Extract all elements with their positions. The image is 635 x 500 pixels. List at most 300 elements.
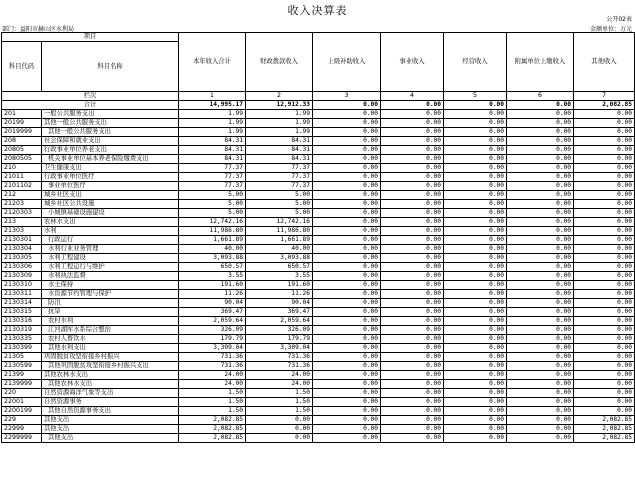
amount-cell: 0.00 — [574, 218, 635, 227]
table-row — [2, 335, 635, 344]
amount-cell: 0.00 — [313, 119, 381, 128]
col-header-superior-subsidy: 上级补助收入 — [313, 33, 381, 92]
amount-cell: 11,986.80 — [246, 227, 313, 236]
amount-cell: 3,309.04 — [246, 344, 313, 353]
subject-name: 水资源节约管理与保护 — [42, 290, 179, 299]
seq-number: 5 — [444, 92, 507, 101]
amount-cell: 3.55 — [246, 272, 313, 281]
amount-cell: 0.00 — [574, 371, 635, 380]
amount-cell: 0.00 — [444, 218, 507, 227]
subject-name: 社会保障和就业支出 — [42, 137, 179, 146]
subject-name: 其他农林水支出 — [42, 380, 179, 389]
amount-cell: 0.00 — [507, 218, 574, 227]
amount-cell: 0.00 — [444, 173, 507, 182]
amount-cell: 0.00 — [381, 146, 444, 155]
total-value: 14,995.17 — [179, 101, 246, 110]
amount-cell: 0.00 — [444, 155, 507, 164]
seq-number: 4 — [381, 92, 444, 101]
table-row — [2, 380, 635, 389]
subject-code: 21303 — [2, 227, 42, 236]
table-row — [2, 173, 635, 182]
amount-cell: 3,309.04 — [179, 344, 246, 353]
amount-cell: 0.00 — [574, 236, 635, 245]
table-row — [2, 326, 635, 335]
amount-cell: 1.99 — [179, 119, 246, 128]
amount-cell: 2,082.85 — [574, 416, 635, 425]
amount-cell: 0.00 — [444, 119, 507, 128]
total-value: 2,082.85 — [574, 101, 635, 110]
amount-cell: 0.00 — [313, 308, 381, 317]
project-header: 项目 — [2, 33, 179, 42]
subject-code: 2130310 — [2, 281, 42, 290]
col-header-code: 科目代码 — [2, 42, 42, 92]
amount-cell: 731.36 — [179, 353, 246, 362]
table-row — [2, 344, 635, 353]
amount-cell: 0.00 — [507, 164, 574, 173]
income-table — [1, 32, 635, 443]
amount-cell: 0.00 — [574, 191, 635, 200]
subject-code: 2101102 — [2, 182, 42, 191]
subject-name: 水利工程建设 — [42, 254, 179, 263]
amount-cell: 90.04 — [179, 299, 246, 308]
report-title: 收入决算表 — [287, 4, 348, 17]
amount-cell: 77.37 — [179, 164, 246, 173]
amount-cell: 1,661.89 — [246, 236, 313, 245]
amount-cell: 0.00 — [313, 200, 381, 209]
amount-cell: 0.00 — [313, 110, 381, 119]
amount-cell: 1.50 — [179, 398, 246, 407]
amount-cell: 0.00 — [507, 344, 574, 353]
subject-name: 江河湖库水系综合整治 — [42, 326, 179, 335]
amount-cell: 1.50 — [246, 407, 313, 416]
amount-cell: 0.00 — [444, 146, 507, 155]
amount-cell: 0.00 — [313, 362, 381, 371]
amount-cell: 191.60 — [246, 281, 313, 290]
subject-code: 2200199 — [2, 407, 42, 416]
amount-cell: 0.00 — [574, 272, 635, 281]
amount-cell: 0.00 — [574, 164, 635, 173]
amount-cell: 0.00 — [313, 281, 381, 290]
amount-cell: 0.00 — [507, 398, 574, 407]
table-row — [2, 227, 635, 236]
amount-cell: 0.00 — [313, 245, 381, 254]
amount-cell: 84.31 — [246, 137, 313, 146]
subject-code: 2299999 — [2, 434, 42, 443]
amount-cell: 5.00 — [179, 191, 246, 200]
amount-cell: 0.00 — [507, 254, 574, 263]
amount-cell: 0.00 — [574, 317, 635, 326]
amount-cell: 0.00 — [313, 425, 381, 434]
amount-cell: 0.00 — [381, 200, 444, 209]
table-row — [2, 398, 635, 407]
amount-cell: 0.00 — [444, 326, 507, 335]
amount-cell: 0.00 — [313, 380, 381, 389]
subject-code: 220 — [2, 389, 42, 398]
amount-cell: 12,742.16 — [246, 218, 313, 227]
subject-name: 自然资源事务 — [42, 398, 179, 407]
amount-cell: 0.00 — [507, 281, 574, 290]
amount-cell: 0.00 — [381, 353, 444, 362]
amount-cell: 0.00 — [313, 416, 381, 425]
amount-cell: 326.09 — [246, 326, 313, 335]
amount-cell: 0.00 — [507, 389, 574, 398]
table-row — [2, 281, 635, 290]
subject-code: 2130319 — [2, 326, 42, 335]
amount-cell: 0.00 — [313, 155, 381, 164]
amount-cell: 0.00 — [444, 263, 507, 272]
amount-cell: 0.00 — [574, 407, 635, 416]
subject-code: 20805 — [2, 146, 42, 155]
amount-cell: 40.00 — [179, 245, 246, 254]
amount-cell: 0.00 — [381, 263, 444, 272]
amount-cell: 0.00 — [574, 173, 635, 182]
amount-cell: 0.00 — [381, 227, 444, 236]
amount-cell: 1.50 — [246, 389, 313, 398]
subject-code: 2130399 — [2, 344, 42, 353]
amount-cell: 0.00 — [574, 380, 635, 389]
amount-cell: 179.79 — [246, 335, 313, 344]
seq-number: 2 — [246, 92, 313, 101]
amount-cell: 1.50 — [246, 398, 313, 407]
amount-cell: 0.00 — [381, 245, 444, 254]
subject-name: 水利行业业务管理 — [42, 245, 179, 254]
amount-cell: 0.00 — [507, 371, 574, 380]
amount-cell: 0.00 — [444, 335, 507, 344]
total-row — [2, 101, 635, 110]
subject-name: 巩固脱贫攻坚衔接乡村振兴 — [42, 353, 179, 362]
subject-name: 事业单位医疗 — [42, 182, 179, 191]
amount-cell: 0.00 — [381, 344, 444, 353]
amount-cell: 11,986.80 — [179, 227, 246, 236]
amount-cell: 24.00 — [179, 380, 246, 389]
subject-code: 2130309 — [2, 272, 42, 281]
subject-code: 20199 — [2, 119, 42, 128]
table-row — [2, 389, 635, 398]
amount-cell: 0.00 — [313, 407, 381, 416]
amount-cell: 3,093.88 — [246, 254, 313, 263]
amount-cell: 0.00 — [313, 326, 381, 335]
amount-cell: 2,082.85 — [179, 425, 246, 434]
amount-cell: 1.99 — [179, 128, 246, 137]
amount-cell: 0.00 — [313, 227, 381, 236]
amount-cell: 0.00 — [381, 137, 444, 146]
amount-cell: 1.50 — [179, 389, 246, 398]
subject-code: 22999 — [2, 425, 42, 434]
amount-cell: 2,059.64 — [246, 317, 313, 326]
amount-cell: 0.00 — [313, 299, 381, 308]
subject-name: 其他农林水支出 — [42, 371, 179, 380]
subject-name: 水利 — [42, 227, 179, 236]
amount-cell: 1.99 — [246, 128, 313, 137]
amount-cell: 0.00 — [381, 425, 444, 434]
amount-cell: 0.00 — [574, 119, 635, 128]
amount-cell: 0.00 — [444, 380, 507, 389]
subject-code: 2130305 — [2, 254, 42, 263]
amount-cell: 0.00 — [507, 272, 574, 281]
subject-name: 一般公共服务支出 — [42, 110, 179, 119]
amount-cell: 0.00 — [507, 182, 574, 191]
department-label: 部门：益阳市赫山区水利局 — [2, 26, 75, 33]
unit-label: 金额单位：万元 — [589, 26, 632, 33]
amount-cell: 0.00 — [381, 272, 444, 281]
amount-cell: 5.00 — [246, 191, 313, 200]
amount-cell: 0.00 — [507, 326, 574, 335]
amount-cell: 2,082.85 — [179, 434, 246, 443]
amount-cell: 0.00 — [444, 236, 507, 245]
seq-label: 栏次 — [2, 92, 179, 101]
subject-name: 行政事业单位医疗 — [42, 173, 179, 182]
amount-cell: 0.00 — [507, 137, 574, 146]
subject-code: 21399 — [2, 371, 42, 380]
table-row — [2, 245, 635, 254]
amount-cell: 0.00 — [246, 416, 313, 425]
amount-cell: 0.00 — [381, 416, 444, 425]
amount-cell: 24.00 — [246, 380, 313, 389]
amount-cell: 11.26 — [246, 290, 313, 299]
amount-cell: 0.00 — [381, 254, 444, 263]
table-body — [2, 101, 635, 443]
amount-cell: 0.00 — [313, 128, 381, 137]
amount-cell: 0.00 — [574, 335, 635, 344]
subject-name: 其他一般公共服务支出 — [42, 119, 179, 128]
total-value: 12,912.33 — [246, 101, 313, 110]
table-row — [2, 371, 635, 380]
subject-code: 2080505 — [2, 155, 42, 164]
subject-name: 其他支出 — [42, 434, 179, 443]
amount-cell: 0.00 — [381, 191, 444, 200]
amount-cell: 0.00 — [381, 308, 444, 317]
subject-code: 2130335 — [2, 335, 42, 344]
amount-cell: 0.00 — [507, 245, 574, 254]
subject-name: 其他支出 — [42, 425, 179, 434]
subject-code: 229 — [2, 416, 42, 425]
amount-cell: 0.00 — [574, 200, 635, 209]
amount-cell: 3.55 — [179, 272, 246, 281]
amount-cell: 0.00 — [246, 425, 313, 434]
subject-code: 2139999 — [2, 380, 42, 389]
col-header-other: 其他收入 — [574, 33, 635, 92]
amount-cell: 0.00 — [381, 128, 444, 137]
subject-name: 其他自然资源事务支出 — [42, 407, 179, 416]
amount-cell: 0.00 — [381, 173, 444, 182]
amount-cell: 5.00 — [246, 200, 313, 209]
amount-cell: 0.00 — [381, 317, 444, 326]
amount-cell: 0.00 — [444, 371, 507, 380]
subject-name: 自然资源海洋气象等支出 — [42, 389, 179, 398]
subject-code: 22001 — [2, 398, 42, 407]
amount-cell: 0.00 — [381, 164, 444, 173]
total-value: 0.00 — [444, 101, 507, 110]
table-row — [2, 362, 635, 371]
subject-name: 农村水利 — [42, 317, 179, 326]
amount-cell: 0.00 — [574, 362, 635, 371]
amount-cell: 0.00 — [246, 434, 313, 443]
amount-cell: 2,082.85 — [179, 416, 246, 425]
amount-cell: 0.00 — [507, 263, 574, 272]
amount-cell: 0.00 — [313, 236, 381, 245]
subject-code: 208 — [2, 137, 42, 146]
table-row — [2, 218, 635, 227]
subject-name: 行政事业单位养老支出 — [42, 146, 179, 155]
amount-cell: 0.00 — [313, 434, 381, 443]
subject-name: 其他支出 — [42, 416, 179, 425]
amount-cell: 84.31 — [179, 137, 246, 146]
amount-cell: 0.00 — [313, 290, 381, 299]
amount-cell: 731.36 — [246, 353, 313, 362]
amount-cell: 0.00 — [574, 353, 635, 362]
amount-cell: 0.00 — [507, 425, 574, 434]
amount-cell: 84.31 — [179, 155, 246, 164]
amount-cell: 0.00 — [313, 137, 381, 146]
amount-cell: 0.00 — [444, 245, 507, 254]
amount-cell: 0.00 — [444, 182, 507, 191]
amount-cell: 0.00 — [507, 317, 574, 326]
amount-cell: 0.00 — [313, 272, 381, 281]
seq-number: 7 — [574, 92, 635, 101]
amount-cell: 0.00 — [507, 407, 574, 416]
amount-cell: 369.47 — [246, 308, 313, 317]
amount-cell: 191.60 — [179, 281, 246, 290]
amount-cell: 0.00 — [574, 146, 635, 155]
seq-number: 1 — [179, 92, 246, 101]
amount-cell: 0.00 — [313, 182, 381, 191]
table-row — [2, 182, 635, 191]
amount-cell: 77.37 — [179, 182, 246, 191]
amount-cell: 0.00 — [574, 182, 635, 191]
amount-cell: 0.00 — [507, 290, 574, 299]
amount-cell: 24.00 — [246, 371, 313, 380]
amount-cell: 0.00 — [381, 371, 444, 380]
amount-cell: 40.00 — [246, 245, 313, 254]
amount-cell: 0.00 — [381, 119, 444, 128]
amount-cell: 0.00 — [507, 299, 574, 308]
amount-cell: 1.99 — [246, 119, 313, 128]
amount-cell: 0.00 — [313, 389, 381, 398]
subject-code: 21305 — [2, 353, 42, 362]
amount-cell: 77.37 — [246, 182, 313, 191]
subject-code: 210 — [2, 164, 42, 173]
amount-cell: 0.00 — [381, 290, 444, 299]
subject-code: 201 — [2, 110, 42, 119]
amount-cell: 0.00 — [444, 200, 507, 209]
amount-cell: 0.00 — [574, 389, 635, 398]
amount-cell: 0.00 — [381, 218, 444, 227]
subject-name: 农村人畜饮水 — [42, 335, 179, 344]
amount-cell: 0.00 — [444, 425, 507, 434]
subject-code: 21011 — [2, 173, 42, 182]
amount-cell: 0.00 — [381, 110, 444, 119]
amount-cell: 0.00 — [313, 335, 381, 344]
col-header-name: 科目名称 — [42, 42, 179, 92]
subject-code: 21203 — [2, 200, 42, 209]
seq-number: 6 — [507, 92, 574, 101]
amount-cell: 0.00 — [444, 191, 507, 200]
amount-cell: 0.00 — [381, 281, 444, 290]
amount-cell: 0.00 — [574, 344, 635, 353]
amount-cell: 0.00 — [444, 110, 507, 119]
amount-cell: 0.00 — [444, 344, 507, 353]
amount-cell: 0.00 — [507, 173, 574, 182]
table-row — [2, 128, 635, 137]
total-label: 合计 — [2, 101, 179, 110]
amount-cell: 2,082.85 — [574, 434, 635, 443]
amount-cell: 0.00 — [574, 326, 635, 335]
amount-cell: 0.00 — [381, 209, 444, 218]
amount-cell: 0.00 — [313, 263, 381, 272]
col-header-total: 本年收入合计 — [179, 33, 246, 92]
table-row — [2, 191, 635, 200]
amount-cell: 326.09 — [179, 326, 246, 335]
amount-cell: 0.00 — [444, 416, 507, 425]
table-row — [2, 299, 635, 308]
amount-cell: 0.00 — [313, 173, 381, 182]
amount-cell: 24.00 — [179, 371, 246, 380]
amount-cell: 0.00 — [381, 407, 444, 416]
amount-cell: 0.00 — [313, 344, 381, 353]
amount-cell: 0.00 — [507, 146, 574, 155]
amount-cell: 0.00 — [313, 317, 381, 326]
subject-name: 其他一般公共服务支出 — [42, 128, 179, 137]
amount-cell: 0.00 — [574, 110, 635, 119]
subject-name: 小城镇基础设施建设 — [42, 209, 179, 218]
amount-cell: 179.79 — [179, 335, 246, 344]
amount-cell: 0.00 — [444, 128, 507, 137]
amount-cell: 1.99 — [179, 110, 246, 119]
amount-cell: 0.00 — [444, 299, 507, 308]
table-row — [2, 290, 635, 299]
total-value: 0.00 — [313, 101, 381, 110]
amount-cell: 0.00 — [507, 335, 574, 344]
table-row — [2, 308, 635, 317]
amount-cell: 0.00 — [313, 146, 381, 155]
amount-cell: 0.00 — [574, 254, 635, 263]
table-row — [2, 434, 635, 443]
amount-cell: 0.00 — [574, 128, 635, 137]
amount-cell: 5.00 — [179, 200, 246, 209]
amount-cell: 0.00 — [313, 254, 381, 263]
amount-cell: 2,082.85 — [574, 425, 635, 434]
amount-cell: 0.00 — [507, 191, 574, 200]
amount-cell: 0.00 — [381, 326, 444, 335]
amount-cell: 0.00 — [444, 254, 507, 263]
amount-cell: 0.00 — [574, 299, 635, 308]
table-row — [2, 209, 635, 218]
amount-cell: 0.00 — [444, 137, 507, 146]
subject-code: 2130315 — [2, 308, 42, 317]
amount-cell: 0.00 — [381, 389, 444, 398]
amount-cell: 5.00 — [246, 209, 313, 218]
amount-cell: 1.50 — [179, 407, 246, 416]
subject-name: 其他水利支出 — [42, 344, 179, 353]
amount-cell: 84.31 — [246, 155, 313, 164]
amount-cell: 0.00 — [313, 191, 381, 200]
table-row — [2, 416, 635, 425]
amount-cell: 650.57 — [179, 263, 246, 272]
amount-cell: 0.00 — [444, 407, 507, 416]
amount-cell: 0.00 — [313, 209, 381, 218]
subject-code: 2130314 — [2, 299, 42, 308]
form-code: 公开02表 — [606, 16, 632, 23]
amount-cell: 0.00 — [444, 398, 507, 407]
amount-cell: 0.00 — [574, 227, 635, 236]
amount-cell: 0.00 — [574, 398, 635, 407]
amount-cell: 0.00 — [444, 353, 507, 362]
amount-cell: 0.00 — [313, 398, 381, 407]
table-row — [2, 272, 635, 281]
subject-name: 城乡社区支出 — [42, 191, 179, 200]
amount-cell: 0.00 — [444, 308, 507, 317]
amount-cell: 0.00 — [574, 308, 635, 317]
